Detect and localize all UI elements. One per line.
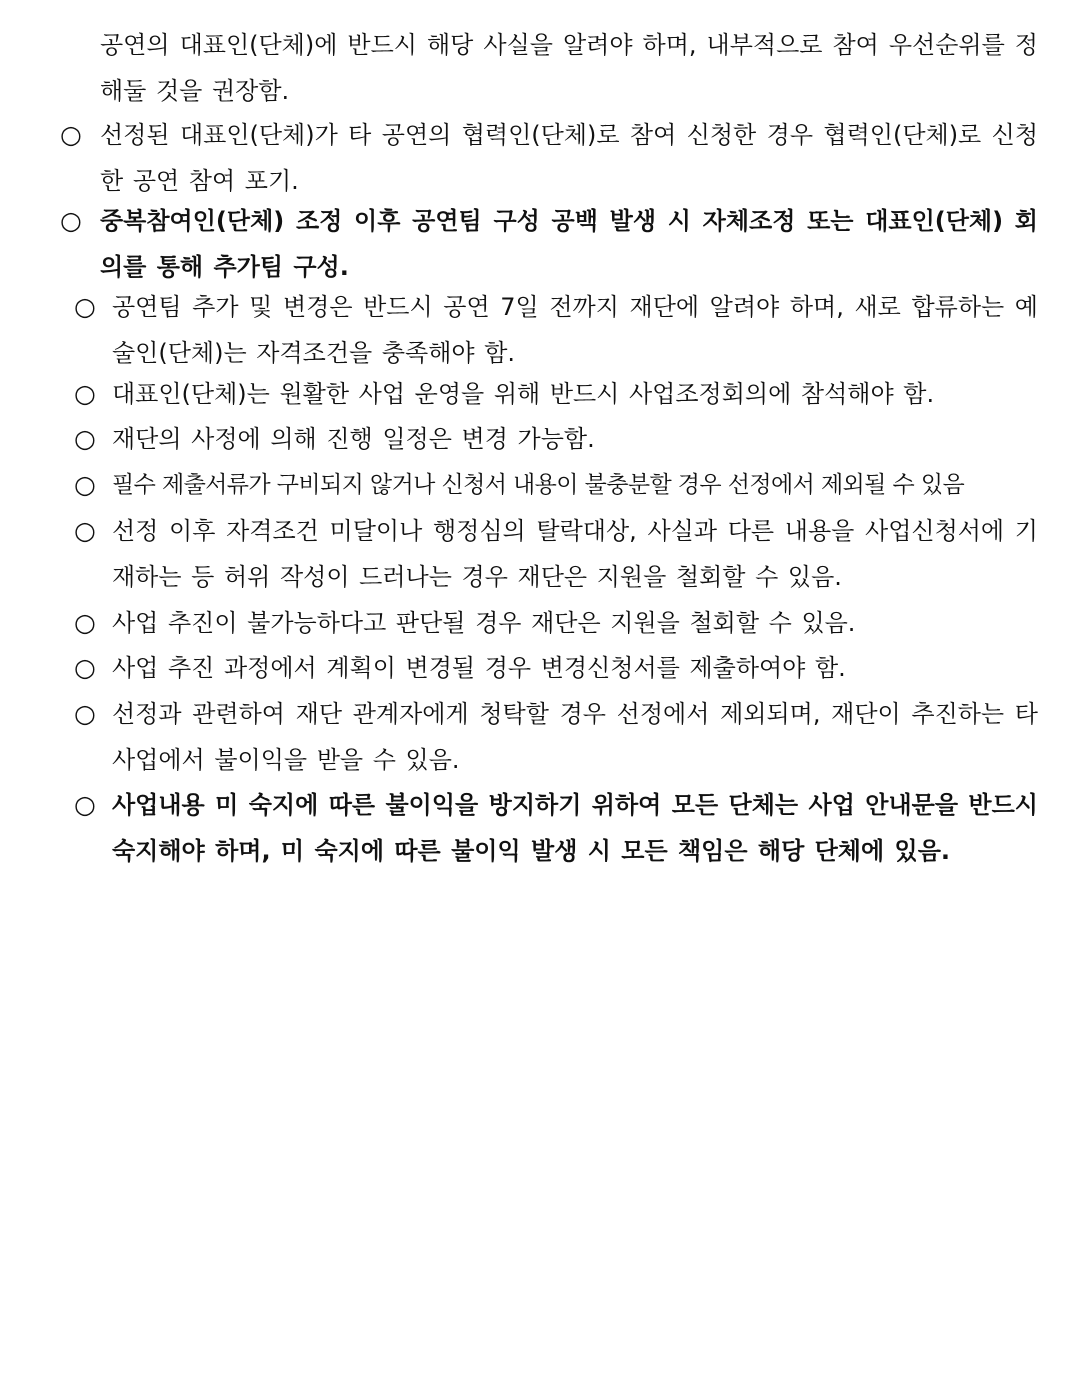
item-text: 공연의 대표인(단체)에 반드시 해당 사실을 알려야 하며, 내부적으로 참여 우선순위를 정해둘 것을 권장함. <box>100 31 1038 105</box>
item-text: 선정과 관련하여 재단 관계자에게 청탁할 경우 선정에서 제외되며, 재단이 추진하는 타 사업에서 불이익을 받을 수 있음. <box>112 700 1038 774</box>
circle-bullet-icon: ○ <box>74 653 96 682</box>
item-text: 사업내용 미 숙지에 따른 불이익을 방지하기 위하여 모든 단체는 사업 안내문을 반드시 숙지해야 하며, 미 숙지에 따른 불이익 발생 시 모든 책임은 해당 단체에 있음. <box>112 791 1038 865</box>
circle-bullet-icon: ○ <box>74 379 96 408</box>
circle-bullet-icon: ○ <box>74 790 96 819</box>
circle-bullet-icon: ○ <box>74 699 96 728</box>
circle-bullet-icon: ○ <box>60 206 82 235</box>
item-text: 선정 이후 자격조건 미달이나 행정심의 탈락대상, 사실과 다른 내용을 사업신청서에 기재하는 등 허위 작성이 드러나는 경우 재단은 지원을 철회할 수 있음. <box>112 517 1038 591</box>
item-text: 선정된 대표인(단체)가 타 공연의 협력인(단체)로 참여 신청한 경우 협력인(단체)로 신청한 공연 참여 포기. <box>100 121 1038 195</box>
item-text: 중복참여인(단체) 조정 이후 공연팀 구성 공백 발생 시 자체조정 또는 대표인(단체) 회의를 통해 추가팀 구성. <box>100 207 1038 281</box>
circle-bullet-icon: ○ <box>74 424 96 453</box>
item-text: 필수 제출서류가 구비되지 않거나 신청서 내용이 불충분할 경우 선정에서 제외될 수 있음 <box>112 472 965 498</box>
circle-bullet-icon: ○ <box>60 120 82 149</box>
item-text: 사업 추진 과정에서 계획이 변경될 경우 변경신청서를 제출하여야 함. <box>112 654 846 682</box>
circle-bullet-icon: ○ <box>74 516 96 545</box>
item-text: 사업 추진이 불가능하다고 판단될 경우 재단은 지원을 철회할 수 있음. <box>112 609 856 637</box>
circle-bullet-icon: ○ <box>74 608 96 637</box>
circle-bullet-icon: ○ <box>74 292 96 321</box>
item-text: 재단의 사정에 의해 진행 일정은 변경 가능함. <box>112 425 595 453</box>
item-text: 대표인(단체)는 원활한 사업 운영을 위해 반드시 사업조정회의에 참석해야 함. <box>112 380 935 408</box>
item-text: 공연팀 추가 및 변경은 반드시 공연 7일 전까지 재단에 알려야 하며, 새로 합류하는 예술인(단체)는 자격조건을 충족해야 함. <box>112 293 1038 367</box>
circle-bullet-icon: ○ <box>74 470 96 499</box>
